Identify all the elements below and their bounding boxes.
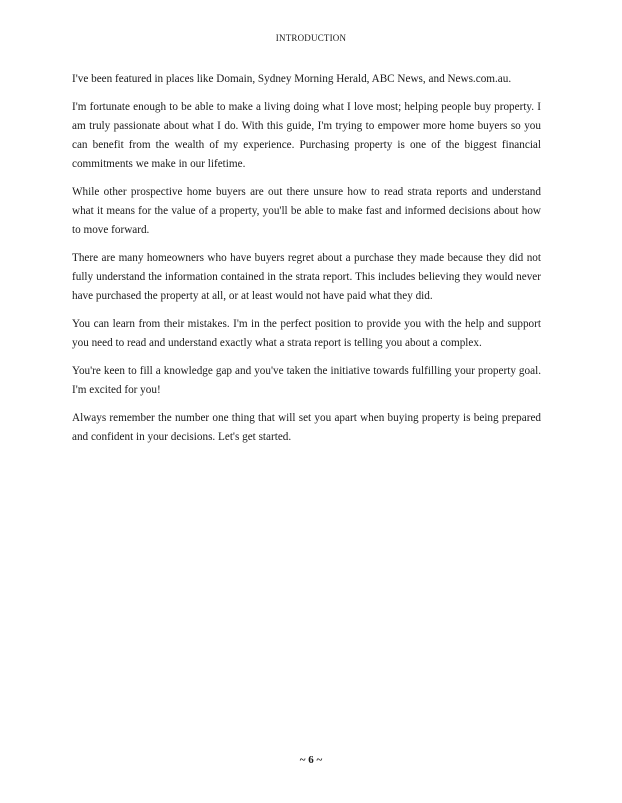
- paragraph: You can learn from their mistakes. I'm in the perfect position to provide you with the help and support you need to read and understand exactly what a strata report is telling you about a complex.: [72, 318, 541, 349]
- paragraph: While other prospective home buyers are out there unsure how to read strata reports and understand what it means for the value of a property, you'll be able to make fast and informed decisions about how to move forward.: [72, 186, 541, 236]
- page-body: [72, 70, 541, 456]
- page-header: INTRODUCTION: [275, 33, 347, 43]
- paragraph: You're keen to fill a knowledge gap and you've taken the initiative towards fulfilling your property goal. I'm excited for you!: [72, 365, 541, 396]
- page-number: ~ 6 ~: [299, 754, 323, 766]
- paragraph: Always remember the number one thing that will set you apart when buying property is being prepared and confident in your decisions. Let's get started.: [72, 412, 541, 443]
- paragraph: There are many homeowners who have buyers regret about a purchase they made because they did not fully understand the information contained in the strata report. This includes believing they would never have purchased the property at all, or at least would not have paid what they did.: [72, 252, 541, 302]
- paragraph: I'm fortunate enough to be able to make a living doing what I love most; helping people buy property. I am truly passionate about what I do. With this guide, I'm trying to empower more home buyers so you can benefit from the wealth of my experience. Purchasing property is one of the biggest financial commitments we make in our lifetime.: [72, 101, 541, 170]
- paragraph: I've been featured in places like Domain, Sydney Morning Herald, ABC News, and News.com.au.: [72, 73, 512, 85]
